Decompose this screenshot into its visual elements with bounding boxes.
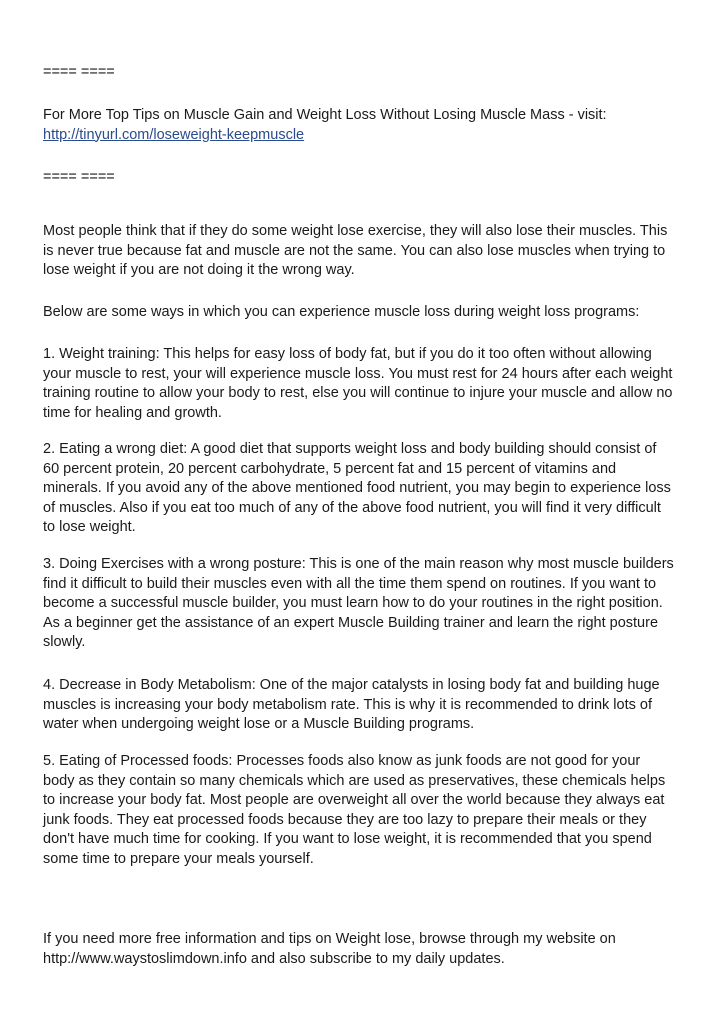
- paragraph-line: 60 percent protein, 20 percent carbohydrate, 5 percent fat and 15 percent of vitamins and: [43, 460, 617, 477]
- paragraph-line: 2. Eating a wrong diet: A good diet that supports weight loss and body building should consist of: [43, 441, 657, 457]
- paragraph-line: slowly.: [43, 634, 86, 651]
- paragraph-line: of muscles. Also if you eat too much of any of the above food nutrient, you will find it very difficult: [43, 499, 661, 516]
- paragraph-line: http://www.waystoslimdown.info and also subscribe to my daily updates.: [43, 950, 505, 967]
- promo-text: For More Top Tips on Muscle Gain and Weight Loss Without Losing Muscle Mass - visit:: [43, 107, 607, 123]
- paragraph-line: lose weight if you are not doing it the wrong way.: [43, 262, 355, 279]
- paragraph-line: find it difficult to build their muscles even with all the time them spend on routines. If you want to: [43, 575, 657, 592]
- paragraph-line: muscles is increasing your body metabolism rate. This is why it is recommended to drink lots of: [43, 696, 652, 713]
- paragraph-line: minerals. If you avoid any of the above mentioned food nutrient, you may begin to experience loss: [43, 480, 671, 497]
- promo-block: [43, 106, 693, 145]
- paragraph-line: to increase your body fat. Most people are overweight all over the world because they always eat: [43, 792, 665, 809]
- paragraph-line: water when undergoing weight lose or a Muscle Building programs.: [43, 716, 475, 733]
- paragraph-line: some time to prepare your meals yourself.: [43, 850, 314, 867]
- point-4-paragraph: [43, 676, 693, 735]
- paragraph-line: time for healing and growth.: [43, 404, 222, 421]
- paragraph-line: body as they contain so many chemicals which are used as preservatives, these chemicals helps: [43, 772, 666, 789]
- point-3-paragraph: [43, 555, 693, 653]
- paragraph-line: to lose weight.: [43, 519, 136, 536]
- separator-top: ==== ====: [43, 64, 115, 80]
- paragraph-line: don't have much time for cooking. If you want to lose weight, it is recommended that you spend: [43, 831, 652, 848]
- paragraph-line: 3. Doing Exercises with a wrong posture: This is one of the main reason why most muscle builders: [43, 556, 674, 572]
- paragraph-line: 1. Weight training: This helps for easy loss of body fat, but if you do it too often without allowing: [43, 346, 652, 362]
- paragraph-line: become a successful muscle builder, you must learn how to do your routines in the right position.: [43, 595, 663, 612]
- point-5-paragraph: [43, 752, 693, 870]
- lead-in-paragraph: Below are some ways in which you can experience muscle loss during weight loss programs:: [43, 304, 640, 320]
- point-2-paragraph: [43, 440, 693, 538]
- separator-bottom: ==== ====: [43, 169, 115, 185]
- promo-link[interactable]: http://tinyurl.com/loseweight-keepmuscle: [43, 126, 305, 143]
- paragraph-line: As a beginner get the assistance of an expert Muscle Building trainer and learn the right posture: [43, 614, 659, 631]
- paragraph-line: your muscle to rest, your will experience muscle loss. You must rest for 24 hours after each weight: [43, 365, 673, 382]
- paragraph-line: Most people think that if they do some weight lose exercise, they will also lose their muscles. This: [43, 223, 668, 239]
- paragraph-line: is never true because fat and muscle are not the same. You can also lose muscles when trying to: [43, 242, 666, 259]
- paragraph-line: 4. Decrease in Body Metabolism: One of the major catalysts in losing body fat and building huge: [43, 677, 660, 693]
- closing-paragraph: [43, 930, 693, 969]
- intro-paragraph: [43, 222, 693, 281]
- paragraph-line: training routine to allow your body to rest, else you will continue to injure your muscle and allow no: [43, 385, 673, 402]
- paragraph-line: If you need more free information and tips on Weight lose, browse through my website on: [43, 931, 616, 947]
- paragraph-line: 5. Eating of Processed foods: Processes foods also know as junk foods are not good for your: [43, 753, 641, 769]
- paragraph-line: junk foods. They eat processed foods because they are too lazy to prepare their meals or they: [43, 811, 647, 828]
- point-1-paragraph: [43, 345, 693, 423]
